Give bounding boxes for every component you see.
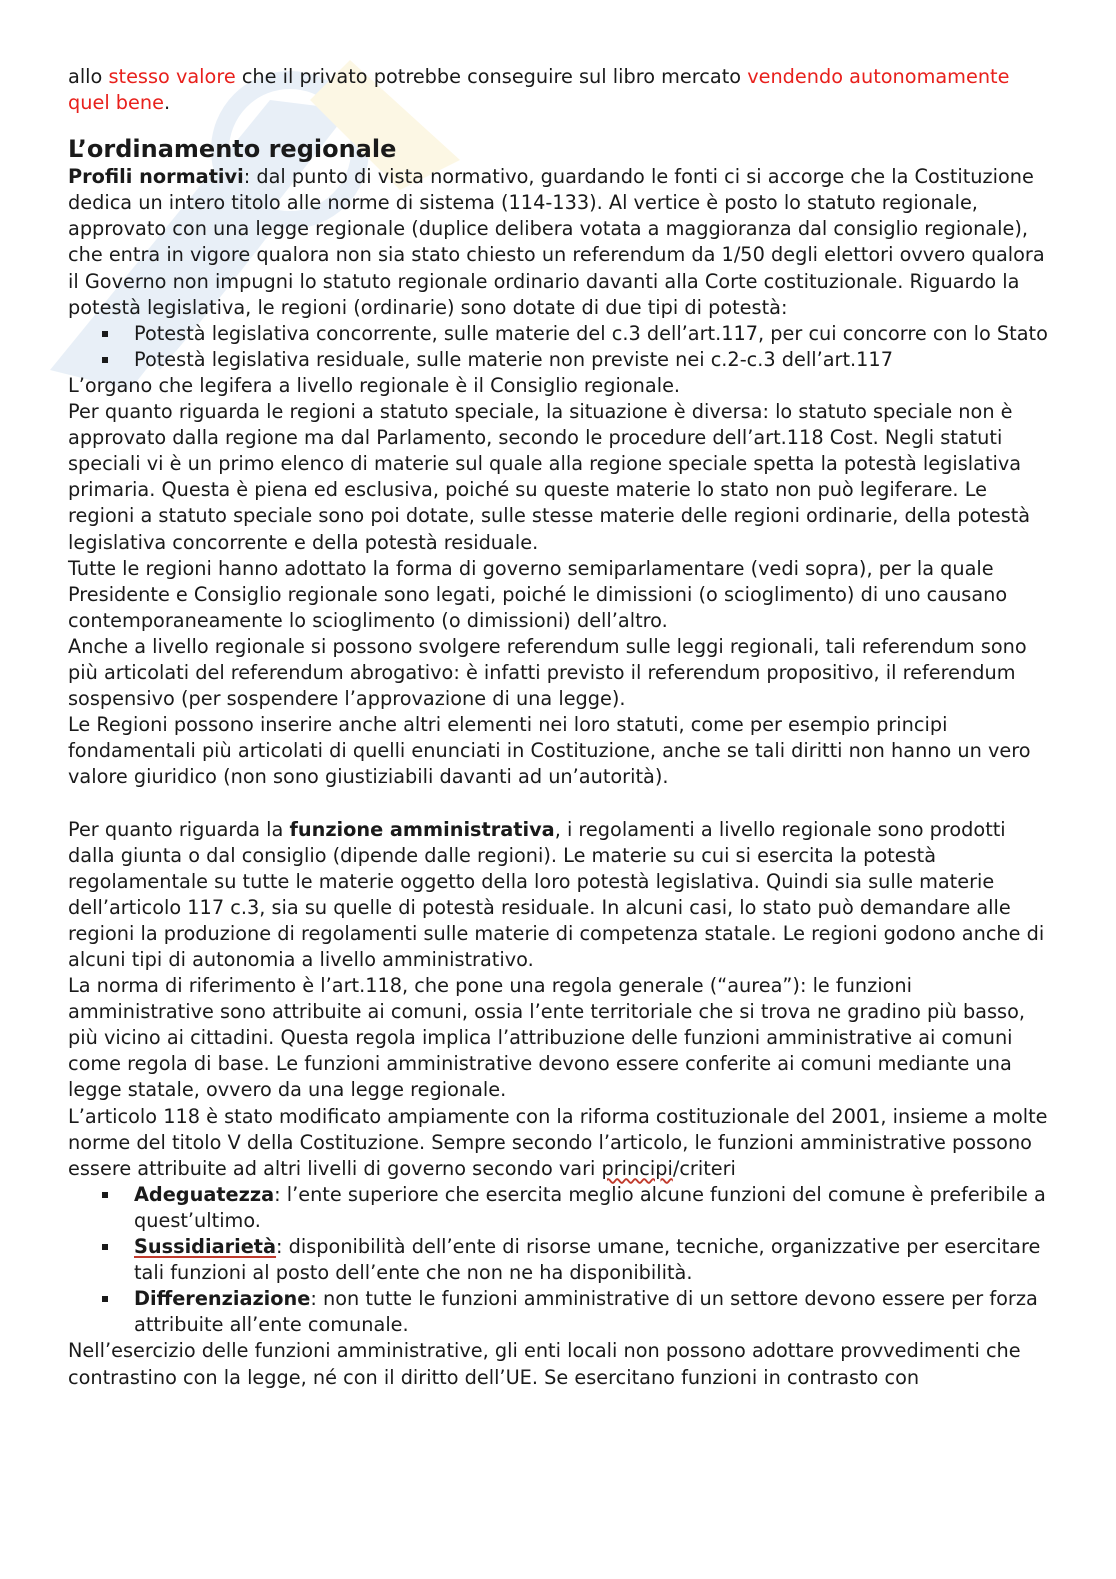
paragraph: L’organo che legifera a livello regionale è il Consiglio regionale. [68, 373, 681, 397]
bullet-list-criteri [68, 1182, 1048, 1339]
paragraph: Tutte le regioni hanno adottato la forma di governo semiparlamentare (vedi sopra), per la quale Presidente e Consiglio regionale sono legati, poiché le dimissioni (o scioglimento) di uno causano contemporaneamente lo scioglimento (o dimissioni) dell’altro. [68, 556, 1008, 632]
list-item: Potestà legislativa residuale, sulle materie non previste nei c.2-c.3 dell’art.117 [134, 347, 1048, 373]
paragraph: Anche a livello regionale si possono svolgere referendum sulle leggi regionali, tali referendum sono più articolati del referendum abrogativo: è infatti previsto il referendum propositivo, il referendum sospensivo (per sospendere l’approvazione di una legge). [68, 634, 1027, 711]
paragraph: Le Regioni possono inserire anche altri elementi nei loro statuti, come per esempio principi fondamentali più articolati di quelli enunciati in Costituzione, anche se tali diritti non hanno un vero valore giuridico (non sono giustiziabili davanti ad un’autorità). [68, 713, 1031, 789]
bullet-list-potesta [68, 321, 1048, 373]
document-page [68, 64, 1048, 1391]
paragraph: La norma di riferimento è l’art.118, che pone una regola generale (“aurea”): le funzioni amministrative sono attribuite ai comuni, ossia l’ente territoriale che si trova ne gradino più basso, più vicino ai cittadini. Questa regola implica l’attribuzione delle funzioni amministrative ai comuni come regola di base. Le funzioni amministrative devono essere conferite ai comuni mediante una legge statale, ovvero da una legge regionale. [68, 974, 1026, 1102]
paragraph: Per quanto riguarda le regioni a statuto speciale, la situazione è diversa: lo statuto speciale non è approvato dalla regione ma dal Parlamento, secondo le procedure dell’art.118 Cost. Negli statuti speciali vi è un primo elenco di materie sul quale alla regione speciale spetta la potestà legislativa primaria. Questa è piena ed esclusiva, poiché su queste materie lo stato non può legiferare. Le regioni a statuto speciale sono poi dotate, sulle stesse materie delle regioni ordinarie, della potestà legislativa concorrente e della potestà residuale. [68, 400, 1031, 554]
paragraph: L’articolo 118 è stato modificato ampiamente con la riforma costituzionale del 2001, insieme a molte norme del titolo V della Costituzione. Sempre secondo l’articolo, le funzioni amministrative possono essere attribuite ad altri livelli di governo secondo vari principi/criteri [68, 1104, 1048, 1180]
paragraph-funzione-amministrativa: Per quanto riguarda la funzione amministrativa, i regolamenti a livello regionale sono prodotti dalla giunta o dal consiglio (dipende dalle regioni). Le materie su cui si esercita la potestà regolamentale su tutte le materie oggetto della loro potestà legislativa. Quindi sia sulle materie dell’articolo 117 c.3, sia su quelle di potestà residuale. In alcuni casi, lo stato può demandare alle regioni la produzione di regolamenti sulle materie di competenza statale. Le regioni godono anche di alcuni tipi di autonomia a livello amministrativo. [68, 817, 1045, 971]
blank-line [68, 790, 1048, 816]
section-heading: L’ordinamento regionale [68, 135, 397, 164]
list-item: Adeguatezza: l’ente superiore che esercita meglio alcune funzioni del comune è preferibile a quest’ultimo. [134, 1182, 1048, 1234]
paragraph-profili: Profili normativi: dal punto di vista normativo, guardando le fonti ci si accorge che la Costituzione dedica un intero titolo alle norme di sistema (114-133). Al vertice è posto lo statuto regionale, approvato con una legge regionale (duplice delibera votata a maggioranza dal consiglio regionale), che entra in vigore qualora non sia stato chiesto un referendum da 1/50 degli elettori ovvero qualora il Governo non impugni lo statuto regionale ordinario davanti alla Corte costituzionale. Riguardo la potestà legislativa, le regioni (ordinarie) sono dotate di due tipi di potestà: [68, 165, 1045, 319]
list-item: Potestà legislativa concorrente, sulle materie del c.3 dell’art.117, per cui concorre con lo Stato [134, 321, 1048, 347]
intro-paragraph: allo stesso valore che il privato potrebbe conseguire sul libro mercato vendendo autonomamente quel bene. [68, 65, 1010, 115]
list-item: Differenziazione: non tutte le funzioni amministrative di un settore devono essere per forza attribuite all’ente comunale. [134, 1286, 1048, 1338]
list-item: Sussidiarietà: disponibilità dell’ente di risorse umane, tecniche, organizzative per esercitare tali funzioni al posto dell’ente che non ne ha disponibilità. [134, 1234, 1048, 1286]
paragraph: Nell’esercizio delle funzioni amministrative, gli enti locali non possono adottare provvedimenti che contrastino con la legge, né con il diritto dell’UE. Se esercitano funzioni in contrasto con [68, 1339, 1021, 1389]
